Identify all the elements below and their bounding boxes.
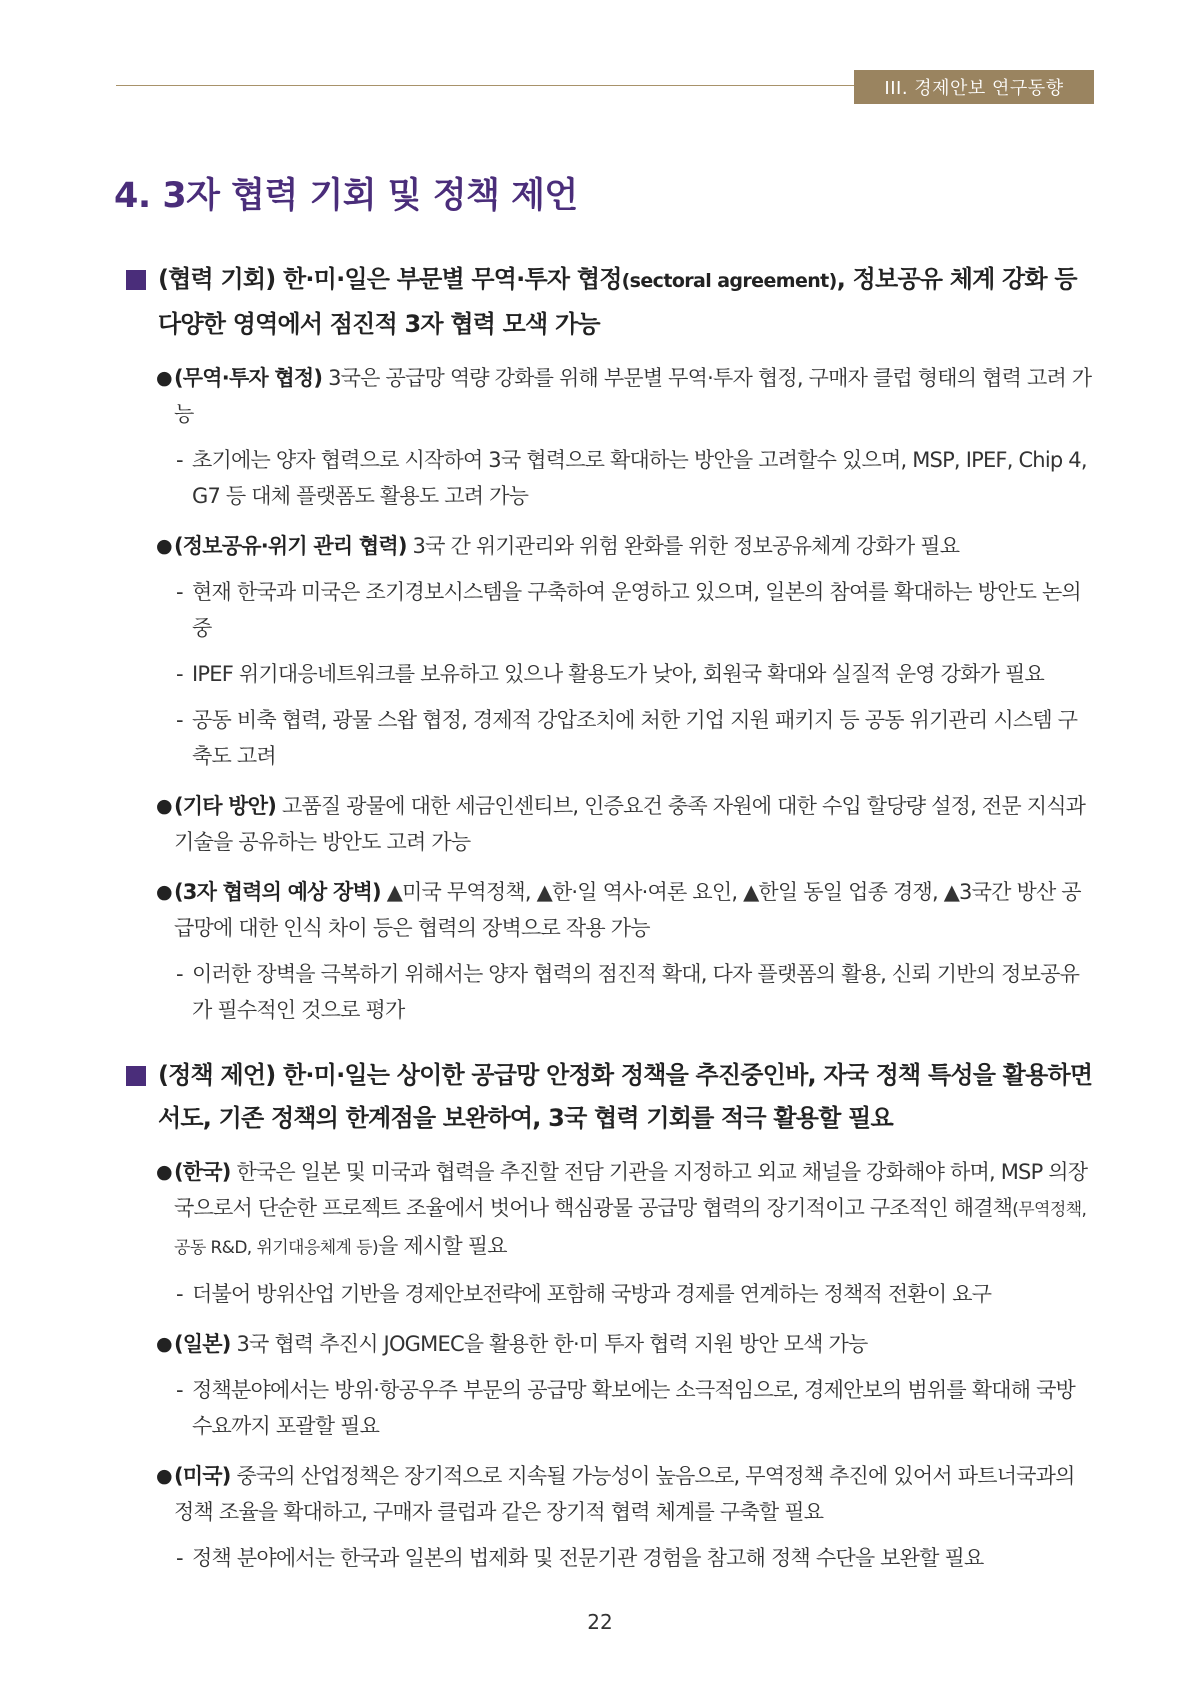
page-title: 4. 3자 협력 기회 및 정책 제언 xyxy=(114,176,578,216)
section-rest: , 정보공유 체계 강화 등 다양한 영역에서 점진적 3자 협력 모색 가능 xyxy=(158,265,1077,338)
sub-item xyxy=(176,656,1096,692)
section-heading-recommendations xyxy=(126,1054,1096,1140)
bullet-text: 3국은 공급망 역량 강화를 위해 부문별 무역·투자 협정, 구매자 클럽 형태의 협력 고려 가능 xyxy=(174,366,1092,426)
dash-bullet-icon: - xyxy=(176,662,183,686)
sub-text: 초기에는 양자 협력으로 시작하여 3국 협력으로 확대하는 방안을 고려할수 있으며, MSP, IPEF, Chip 4, G7 등 대체 플랫폼도 활용도 고려 가능 xyxy=(192,448,1087,508)
section-lead: (협력 기회) 한·미·일은 부문별 무역·투자 협정 xyxy=(158,265,622,293)
bullet-text: 중국의 산업정책은 장기적으로 지속될 가능성이 높음으로, 무역정책 추진에 있어서 파트너국과의 정책 조율을 확대하고, 구매자 클럽과 같은 장기적 협력 체계를 구축할 필요 xyxy=(174,1464,1075,1524)
dash-bullet-icon: - xyxy=(176,1378,183,1402)
bullet-lead: (기타 방안) xyxy=(174,794,277,818)
bullet-lead: (일본) xyxy=(174,1332,231,1356)
dash-bullet-icon: - xyxy=(176,580,183,604)
circle-bullet-icon: ● xyxy=(156,367,172,389)
bullet-item xyxy=(156,1458,1096,1530)
dash-bullet-icon: - xyxy=(176,1282,183,1306)
bullet-text: 한국은 일본 및 미국과 협력을 추진할 전담 기관을 지정하고 외교 채널을 강화해야 하며, MSP 의장국으로서 단순한 프로젝트 조율에서 벗어나 핵심광물 공급망 협력의 장기적이고 구조적인 해결책 xyxy=(174,1160,1088,1220)
bullet-text: 고품질 광물에 대한 세금인센티브, 인증요건 충족 자원에 대한 수입 할당량 설정, 전문 지식과 기술을 공유하는 방안도 고려 가능 xyxy=(174,794,1086,854)
circle-bullet-icon: ● xyxy=(156,1333,172,1355)
sub-text: 정책분야에서는 방위·항공우주 부문의 공급망 확보에는 소극적임으로, 경제안보의 범위를 확대해 국방 수요까지 포괄할 필요 xyxy=(192,1378,1076,1438)
sub-item xyxy=(176,1372,1096,1444)
bullet-item xyxy=(156,1154,1096,1266)
circle-bullet-icon: ● xyxy=(156,535,172,557)
section-heading-opportunities xyxy=(126,258,1096,346)
dash-bullet-icon: - xyxy=(176,1546,183,1570)
circle-bullet-icon: ● xyxy=(156,795,172,817)
sub-item xyxy=(176,442,1096,514)
bullet-item xyxy=(156,528,1096,564)
bullet-item xyxy=(156,874,1096,946)
bullet-item xyxy=(156,788,1096,860)
sub-text: IPEF 위기대응네트워크를 보유하고 있으나 활용도가 낮아, 회원국 확대와 실질적 운영 강화가 필요 xyxy=(192,662,1044,686)
bullet-item xyxy=(156,360,1096,432)
dash-bullet-icon: - xyxy=(176,962,183,986)
sub-item xyxy=(176,702,1096,774)
sub-text: 현재 한국과 미국은 조기경보시스템을 구축하여 운영하고 있으며, 일본의 참여를 확대하는 방안도 논의중 xyxy=(192,580,1081,640)
bullet-text: 3국 협력 추진시 JOGMEC을 활용한 한·미 투자 협력 지원 방안 모색 가능 xyxy=(230,1332,868,1356)
circle-bullet-icon: ● xyxy=(156,1161,172,1183)
sub-text: 정책 분야에서는 한국과 일본의 법제화 및 전문기관 경험을 참고해 정책 수단을 보완할 필요 xyxy=(192,1546,984,1570)
sub-item xyxy=(176,1276,1096,1312)
section-note: (sectoral agreement) xyxy=(621,270,837,292)
bullet-lead: (미국) xyxy=(174,1464,231,1488)
bullet-lead: (3자 협력의 예상 장벽) xyxy=(174,880,381,904)
sub-text: 이러한 장벽을 극복하기 위해서는 양자 협력의 점진적 확대, 다자 플랫폼의 활용, 신뢰 기반의 정보공유가 필수적인 것으로 평가 xyxy=(192,962,1080,1022)
square-bullet-icon xyxy=(126,270,146,290)
circle-bullet-icon: ● xyxy=(156,1465,172,1487)
sub-text: 공동 비축 협력, 광물 스왑 협정, 경제적 강압조치에 처한 기업 지원 패키지 등 공동 위기관리 시스템 구축도 고려 xyxy=(192,708,1078,768)
bullet-lead: (정보공유·위기 관리 협력) xyxy=(174,534,407,558)
section-tag: III. 경제안보 연구동향 xyxy=(854,70,1094,104)
dash-bullet-icon: - xyxy=(176,708,183,732)
bullet-tail: 을 제시할 필요 xyxy=(378,1234,507,1258)
bullet-note: (무역정책, 공동 R&D, 위기대응체계 등) xyxy=(174,1200,1087,1258)
bullet-text: 3국 간 위기관리와 위험 완화를 위한 정보공유체계 강화가 필요 xyxy=(406,534,960,558)
sub-item xyxy=(176,574,1096,646)
bullet-lead: (한국) xyxy=(174,1160,231,1184)
header-rule xyxy=(116,85,854,86)
bullet-lead: (무역·투자 협정) xyxy=(174,366,323,390)
sub-item xyxy=(176,956,1096,1028)
body-content xyxy=(126,258,1096,1576)
bullet-text: ▲미국 무역정책, ▲한·일 역사·여론 요인, ▲한일 동일 업종 경쟁, ▲3국간 방산 공급망에 대한 인식 차이 등은 협력의 장벽으로 작용 가능 xyxy=(174,880,1081,940)
section-lead: (정책 제언) 한·미·일는 상이한 공급망 안정화 정책을 추진중인바, 자국 정책 특성을 활용하면서도, 기존 정책의 한계점을 보완하여, 3국 협력 기회를 적극 활용할 필요 xyxy=(158,1061,1093,1132)
bullet-item xyxy=(156,1326,1096,1362)
sub-item xyxy=(176,1540,1096,1576)
page-number: 22 xyxy=(587,1610,613,1634)
sub-text: 더불어 방위산업 기반을 경제안보전략에 포함해 국방과 경제를 연계하는 정책적 전환이 요구 xyxy=(192,1282,992,1306)
square-bullet-icon xyxy=(126,1066,146,1086)
dash-bullet-icon: - xyxy=(176,448,183,472)
circle-bullet-icon: ● xyxy=(156,881,172,903)
